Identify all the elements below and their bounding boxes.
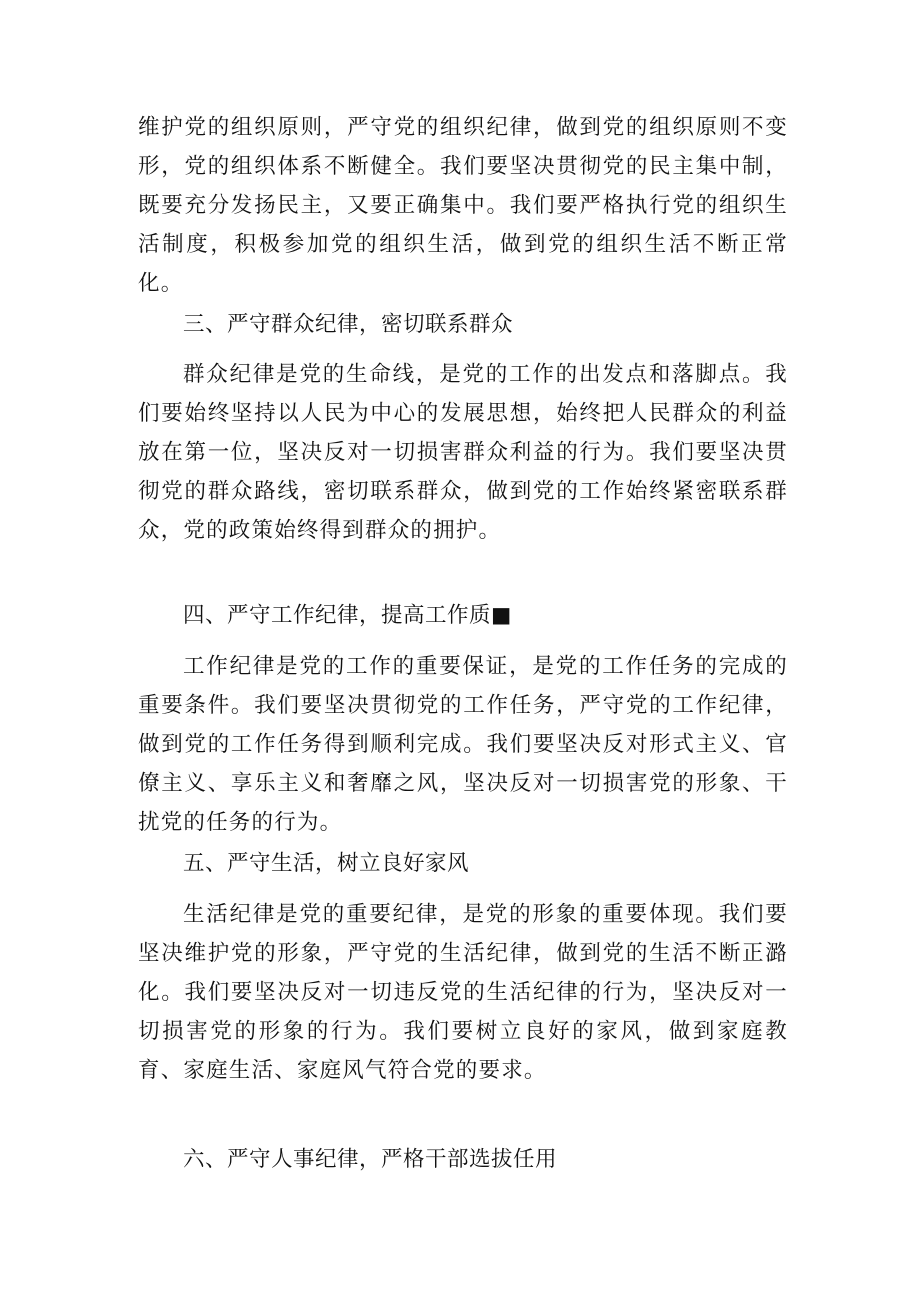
paragraph-life-discipline: 生活纪律是党的重要纪律，是党的形象的重要体现。我们要坚决维护党的形象，严守党的生活纪律，做到党的生活不断正潞化。我们要坚决反对一切违反党的生活纪律的行为，坚决反对一切损害党的形象的行为。我们要树立良好的家风，做到家庭教育、家庭生活、家庭风气符合党的要求。	[138, 902, 788, 1083]
paragraph-mass-discipline: 群众纪律是党的生命线，是党的工作的出发点和落脚点。我们要始终坚持以人民为中心的发展思想，始终把人民群众的利益放在第一位，坚决反对一切损害群众利益的行为。我们要坚决贯彻党的群众路线，密切联系群众，做到党的工作始终紧密联系群众，党的政策始终得到群众的拥护。	[138, 362, 788, 543]
paragraph-organization-discipline: 维护党的组织原则，严守党的组织纪律，做到党的组织原则不变形，党的组织体系不断健全。我们要坚决贯彻党的民主集中制，既要充分发扬民主，又要正确集中。我们要严格执行党的组织生活制度，积极参加党的组织生活，做到党的组织生活不断正常化。	[138, 115, 788, 296]
section-heading-personnel-discipline: 六、严守人事纪律，严格干部选拔任用	[183, 1147, 558, 1172]
paragraph-work-discipline: 工作纪律是党的工作的重要保证，是党的工作任务的完成的重要条件。我们要坚决贯彻党的工作任务，严守党的工作纪律，做到党的工作任务得到顺利完成。我们要坚决反对形式主义、官僚主义、享乐主义和奢靡之风，坚决反对一切损害党的形象、干扰党的任务的行为。	[138, 654, 788, 835]
section-heading-mass-discipline: 三、严守群众纪律，密切联系群众	[183, 312, 514, 337]
section-heading-work-discipline: 四、严守工作纪律，提高工作质■	[183, 603, 512, 628]
section-heading-life-discipline: 五、严守生活，树立良好家风	[183, 851, 470, 876]
